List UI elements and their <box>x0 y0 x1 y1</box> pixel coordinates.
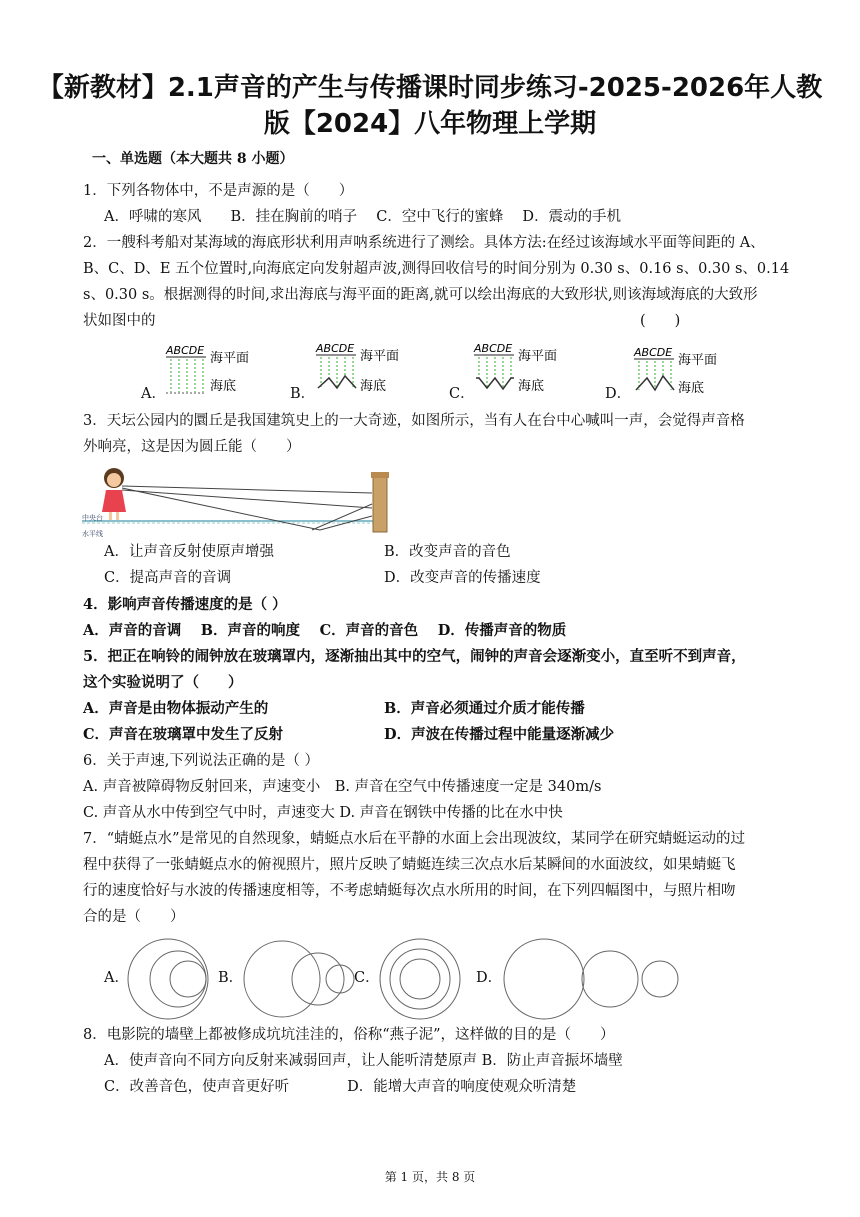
q8-options-row-1: A．使声音向不同方向反射来减弱回声，让人能听清楚原声 B．防止声音振坏墙壁 <box>104 1053 623 1069</box>
q7-ripple-figure-a <box>120 937 220 1021</box>
q7-line-1: 7．“蜻蜓点水”是常见的自然现象，蜻蜓点水后在平静的水面上会出现波纹，某同学在研究蜻蜓运动的过 <box>83 831 746 847</box>
q2-fig-d-sea-level: 海平面 <box>678 353 718 368</box>
q2-fig-d-positions: ABCDE <box>634 346 673 359</box>
q1-stem: 1．下列各物体中，不是声源的是（ ） <box>83 183 354 199</box>
q5-line-2: 这个实验说明了（ ） <box>83 674 243 691</box>
q6-options-row-1: A. 声音被障碍物反射回来，声速变小 B. 声音在空气中传播速度一定是 340m/s <box>83 779 602 795</box>
q3-fig-label-center: 中央台 <box>82 514 103 522</box>
q2-fig-c-sea-level: 海平面 <box>518 349 558 364</box>
q3-option-b: B．改变声音的音色 <box>384 544 511 560</box>
q7-fig-label-c: C． <box>354 970 380 986</box>
page-title-line-2: 版【2024】八年物理上学期 <box>263 109 597 139</box>
q2-figure-d <box>632 342 732 400</box>
q7-fig-label-d: D． <box>476 970 503 986</box>
q2-line-3: s、0.30 s。根据测得的时间,求出海底与海平面的距离,就可以绘出海底的大致形状,则该海域海底的大致形 <box>83 287 758 303</box>
q5-option-c: C．声音在玻璃罩中发生了反射 <box>83 726 284 743</box>
q4-options: A．声音的音调 B．声音的响度 C．声音的音色 D．传播声音的物质 <box>83 622 567 639</box>
q2-fig-a-sea-floor: 海底 <box>210 379 237 394</box>
q3-line-2: 外响亮，这是因为圆丘能（ ） <box>83 439 301 455</box>
q4-stem: 4．影响声音传播速度的是（ ） <box>83 596 287 613</box>
q5-option-d: D．声波在传播过程中能量逐渐减少 <box>384 726 615 743</box>
q7-fig-label-b: B． <box>218 970 244 986</box>
q7-line-4: 合的是（ ） <box>83 909 185 925</box>
q5-option-a: A．声音是由物体振动产生的 <box>83 700 269 717</box>
q2-fig-b-sea-level: 海平面 <box>360 349 400 364</box>
page-title-line-1: 【新教材】2.1声音的产生与传播课时同步练习-2025-2026年人教 <box>37 73 823 103</box>
q6-stem: 6．关于声速,下列说法正确的是（ ） <box>83 753 319 769</box>
page-footer: 第 1 页，共 8 页 <box>384 1170 476 1184</box>
q6-options-row-2: C. 声音从水中传到空气中时，声速变大 D. 声音在钢铁中传播的比在水中快 <box>83 805 563 821</box>
q2-fig-a-positions: ABCDE <box>166 344 205 357</box>
q7-line-3: 行的速度恰好与水波的传播速度相等，不考虑蜻蜓每次点水所用的时间，在下列四幅图中，与照片相吻 <box>83 883 736 899</box>
q5-option-b: B．声音必须通过介质才能传播 <box>384 700 585 717</box>
q2-line-2: B、C、D、E 五个位置时,向海底定向发射超声波,测得回收信号的时间分别为 0.30 s、0.16 s、0.30 s、0.14 <box>83 261 790 277</box>
q2-fig-label-d: D． <box>605 386 632 402</box>
q2-fig-b-positions: ABCDE <box>316 342 355 355</box>
q2-line-4: 状如图中的 <box>83 313 156 329</box>
q8-options-row-2: C．改善音色，使声音更好听 D．能增大声音的响度使观众听清楚 <box>104 1079 577 1095</box>
q2-figure-b <box>314 338 414 396</box>
q2-answer-paren: ( ) <box>640 313 681 329</box>
q2-line-1: 2．一艘科考船对某海域的海底形状利用声呐系统进行了测绘。具体方法:在经过该海域水平面等间距的 A、 <box>83 235 765 251</box>
q2-figure-c <box>472 338 572 396</box>
q3-fig-label-horizon: 水平线 <box>82 530 103 538</box>
q2-figure-a <box>164 340 264 398</box>
q2-fig-c-sea-floor: 海底 <box>518 379 545 394</box>
q2-fig-c-positions: ABCDE <box>474 342 513 355</box>
q8-stem: 8．电影院的墙壁上都被修成坑坑洼洼的，俗称“燕子泥”，这样做的目的是（ ） <box>83 1027 615 1043</box>
q7-ripple-figure-d <box>502 937 692 1021</box>
q2-fig-a-sea-level: 海平面 <box>210 351 250 366</box>
person-icon <box>102 468 126 520</box>
q3-line-1: 3．天坛公园内的圜丘是我国建筑史上的一大奇迹，如图所示，当有人在台中心喊叫一声，会觉得声音格 <box>83 413 745 429</box>
q2-fig-b-sea-floor: 海底 <box>360 379 387 394</box>
q7-line-2: 程中获得了一张蜻蜓点水的俯视照片，照片反映了蜻蜓连续三次点水后某瞬间的水面波纹，如果蜻蜓飞 <box>83 857 736 873</box>
q2-fig-label-b: B． <box>290 386 316 402</box>
q7-ripple-figure-c <box>376 937 466 1021</box>
section-heading: 一、单选题（本大题共 8 小题） <box>92 151 294 167</box>
q2-fig-label-a: A． <box>141 386 166 402</box>
q1-options: A．呼啸的寒风 B．挂在胸前的哨子 C．空中飞行的蜜蜂 D．震动的手机 <box>104 209 622 225</box>
q3-option-d: D．改变声音的传播速度 <box>384 570 541 586</box>
q5-line-1: 5．把正在响铃的闹钟放在玻璃罩内，逐渐抽出其中的空气，闹钟的声音会逐渐变小，直至听不到声音， <box>83 648 746 665</box>
q3-option-a: A．让声音反射使原声增强 <box>104 544 274 560</box>
q2-fig-d-sea-floor: 海底 <box>678 381 705 396</box>
q2-fig-label-c: C． <box>449 386 475 402</box>
q7-ripple-figure-b <box>240 937 360 1021</box>
q7-fig-label-a: A． <box>104 970 129 986</box>
q3-option-c: C．提高声音的音调 <box>104 570 232 586</box>
q3-circular-mound-figure <box>82 464 402 538</box>
